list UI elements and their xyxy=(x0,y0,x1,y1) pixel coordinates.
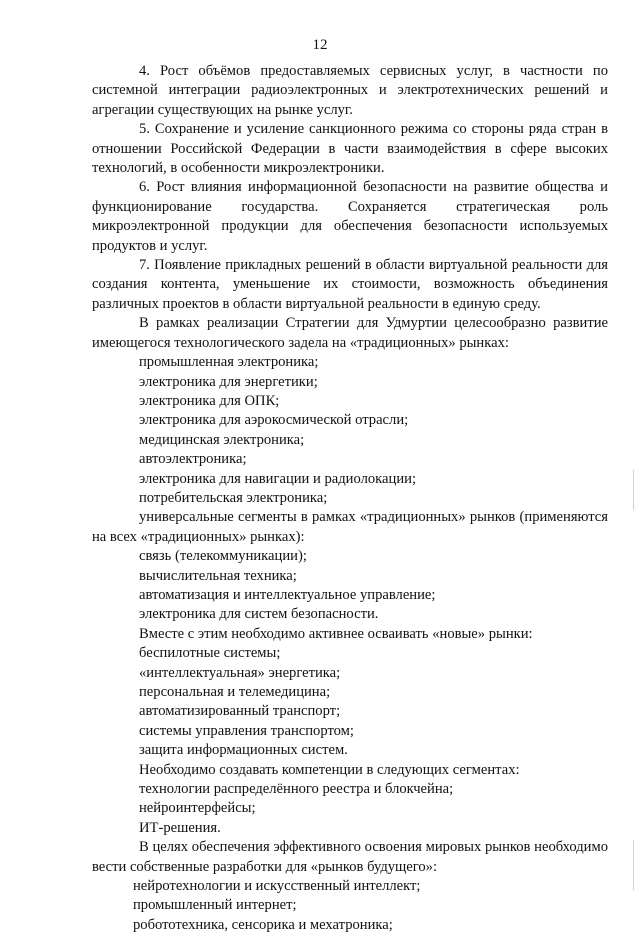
list-item: нейроинтерфейсы; xyxy=(139,800,256,817)
traditional-markets-list xyxy=(92,353,608,508)
list-item: робототехника, сенсорика и мехатроника; xyxy=(133,916,393,933)
paragraph-4: 4. Рост объёмов предоставляемых сервисных услуг, в частности по системной интеграции радиоэлектронных и электротехнических решений и агрегации существующих на рынке услуг. xyxy=(92,63,608,118)
list-item: электроника для систем безопасности. xyxy=(139,606,379,623)
list-item: автоматизированный транспорт; xyxy=(139,703,341,720)
list-item: электроника для аэрокосмической отрасли; xyxy=(139,412,409,429)
list-item: электроника для навигации и радиолокации; xyxy=(139,470,417,487)
competences-list xyxy=(92,780,608,838)
universal-segments-lead: универсальные сегменты в рамках «традиционных» рынков (применяются на всех «традиционных» рынках): xyxy=(92,509,608,545)
list-item: системы управления транспортом; xyxy=(139,722,354,739)
list-item: автоэлектроника; xyxy=(139,451,247,468)
future-markets-list xyxy=(92,877,608,935)
paragraph-6: 6. Рост влияния информационной безопасности на развитие общества и функционирование государства. Сохраняется стратегическая роль микроэлектронной продукции для обеспечения безопасности используемых продуктов и услуг. xyxy=(92,179,608,254)
list-item: промышленная электроника; xyxy=(139,354,319,371)
new-markets-list xyxy=(92,644,608,760)
list-item: вычислительная техника; xyxy=(139,567,297,584)
list-item: ИТ-решения. xyxy=(139,819,221,836)
list-item: связь (телекоммуникации); xyxy=(139,548,307,565)
scan-artifact xyxy=(633,840,634,890)
list-item: электроника для энергетики; xyxy=(139,373,318,390)
list-item: автоматизация и интеллектуальное управление; xyxy=(139,586,436,603)
list-item: «интеллектуальная» энергетика; xyxy=(139,664,341,681)
competences-lead: Необходимо создавать компетенции в следующих сегментах: xyxy=(139,761,520,778)
list-item: беспилотные системы; xyxy=(139,645,281,662)
paragraph-intro: В рамках реализации Стратегии для Удмуртии целесообразно развитие имеющегося технологического задела на «традиционных» рынках: xyxy=(92,315,608,351)
document-body xyxy=(92,62,608,935)
new-markets-lead: Вместе с этим необходимо активнее осваивать «новые» рынки: xyxy=(139,625,533,642)
universal-segments-list xyxy=(92,547,608,625)
scan-artifact xyxy=(633,470,634,510)
page-number: 12 xyxy=(312,37,328,53)
list-item: защита информационных систем. xyxy=(139,742,348,759)
list-item: медицинская электроника; xyxy=(139,431,305,448)
paragraph-5: 5. Сохранение и усиление санкционного режима со стороны ряда стран в отношении Российской Федерации в части взаимодействия в сфере высоких технологий, в особенности микроэлектроники. xyxy=(92,121,608,177)
list-item: электроника для ОПК; xyxy=(139,392,280,409)
list-item: технологии распределённого реестра и блокчейна; xyxy=(139,781,454,798)
list-item: потребительская электроника; xyxy=(139,489,328,506)
list-item: промышленный интернет; xyxy=(133,897,297,914)
list-item: персональная и телемедицина; xyxy=(139,684,331,700)
list-item: нейротехнологии и искусственный интеллект; xyxy=(133,878,421,895)
future-markets-lead: В целях обеспечения эффективного освоения мировых рынков необходимо вести собственные разработки для «рынков будущего»: xyxy=(92,839,608,875)
paragraph-7: 7. Появление прикладных решений в области виртуальной реальности для создания контента, уменьшение их стоимости, возможность объединения различных проектов в области виртуальной реальности в единую среду. xyxy=(92,257,608,312)
